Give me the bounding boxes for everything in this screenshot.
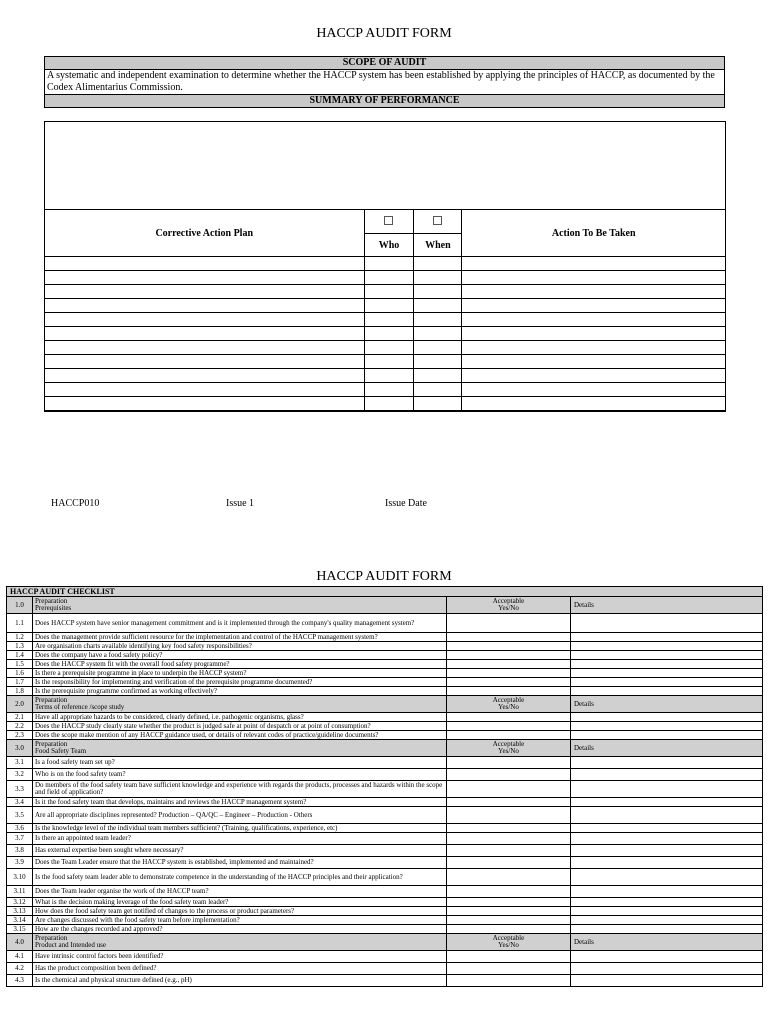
acceptable-cell[interactable] [447, 731, 571, 740]
summary-header: SUMMARY OF PERFORMANCE [45, 95, 725, 108]
details-cell[interactable] [571, 916, 763, 925]
acceptable-header: Acceptable Yes/No [447, 597, 571, 614]
action-plan-cell[interactable] [45, 327, 365, 341]
who-cell[interactable] [364, 383, 414, 397]
acceptable-header: Acceptable Yes/No [447, 740, 571, 757]
acceptable-cell[interactable] [447, 845, 571, 857]
section-number: 3.0 [7, 740, 33, 757]
section-number: 4.0 [7, 934, 33, 951]
question-number: 1.6 [7, 669, 33, 678]
action-row [45, 369, 726, 383]
section-title [33, 597, 447, 614]
question-text: Does the company have a food safety policy? [33, 651, 447, 660]
checklist-question-row [7, 642, 763, 651]
section-line-1: Preparation [35, 696, 68, 704]
question-text: Does HACCP system have senior management commitment and is it implemented through the company's quality management system? [33, 614, 447, 633]
question-number: 3.15 [7, 925, 33, 934]
action-cell[interactable] [462, 327, 726, 341]
acceptable-cell[interactable] [447, 769, 571, 781]
checklist-question-row [7, 769, 763, 781]
issue-number: Issue 1 [226, 498, 255, 509]
details-cell[interactable] [571, 833, 763, 845]
who-cell[interactable] [364, 257, 414, 271]
question-text: How are the changes recorded and approved? [33, 925, 447, 934]
question-text: Is the food safety team leader able to demonstrate competence in the understanding of the HACCP principles and their application? [33, 869, 447, 886]
action-row [45, 285, 726, 299]
details-cell[interactable] [571, 886, 763, 898]
checklist-section-row [7, 934, 763, 951]
details-cell[interactable] [571, 651, 763, 660]
action-row [45, 313, 726, 327]
details-header: Details [571, 740, 763, 757]
who-header: Who [364, 234, 414, 257]
action-plan-cell[interactable] [45, 383, 365, 397]
section-line-2: Terms of reference /scope study [35, 703, 125, 711]
question-number: 3.11 [7, 886, 33, 898]
question-number: 1.3 [7, 642, 33, 651]
action-row [45, 257, 726, 271]
action-cell[interactable] [462, 299, 726, 313]
checklist-question-row [7, 975, 763, 987]
details-cell[interactable] [571, 898, 763, 907]
checklist-question-row [7, 678, 763, 687]
action-row [45, 327, 726, 341]
details-header: Details [571, 696, 763, 713]
question-number: 2.2 [7, 722, 33, 731]
details-cell[interactable] [571, 687, 763, 696]
action-cell[interactable] [462, 397, 726, 411]
checklist-question-row [7, 722, 763, 731]
action-to-be-taken-header: Action To Be Taken [462, 210, 726, 257]
who-cell[interactable] [364, 327, 414, 341]
question-number: 3.12 [7, 898, 33, 907]
checklist-question-row [7, 963, 763, 975]
when-cell[interactable] [414, 397, 462, 411]
checklist-question-row [7, 713, 763, 722]
who-cell[interactable] [364, 285, 414, 299]
who-cell[interactable] [364, 355, 414, 369]
section-number: 1.0 [7, 597, 33, 614]
action-plan-cell[interactable] [45, 369, 365, 383]
details-cell[interactable] [571, 781, 763, 798]
question-text: Is it the food safety team that develops, maintains and reviews the HACCP management system? [33, 798, 447, 807]
when-cell[interactable] [414, 299, 462, 313]
checklist-question-row [7, 687, 763, 696]
when-cell[interactable] [414, 355, 462, 369]
scope-text: A systematic and independent examination to determine whether the HACCP system has been established by applying the principles of HACCP, as documented by the Codex Alimentarius Commission. [45, 70, 725, 95]
question-text: Have intrinsic control factors been identified? [33, 951, 447, 963]
checklist-question-row [7, 824, 763, 833]
details-cell[interactable] [571, 798, 763, 807]
action-row [45, 299, 726, 313]
action-cell[interactable] [462, 285, 726, 299]
checklist-question-row [7, 614, 763, 633]
question-number: 1.8 [7, 687, 33, 696]
page-title: HACCP AUDIT FORM [316, 26, 452, 41]
section-title [33, 740, 447, 757]
question-text: Has the product composition been defined? [33, 963, 447, 975]
question-number: 3.9 [7, 857, 33, 869]
details-cell[interactable] [571, 845, 763, 857]
acceptable-cell[interactable] [447, 678, 571, 687]
question-number: 3.3 [7, 781, 33, 798]
action-cell[interactable] [462, 313, 726, 327]
who-cell[interactable] [364, 271, 414, 285]
checklist-question-row [7, 731, 763, 740]
details-cell[interactable] [571, 907, 763, 916]
section-line-1: Preparation [35, 597, 68, 605]
question-text: Does the scope make mention of any HACCP guidance used, or details of relevant codes of practice/guideline documents? [33, 731, 447, 740]
when-checkbox-cell [414, 210, 462, 234]
checklist-section-row [7, 740, 763, 757]
acceptable-header: Acceptable Yes/No [447, 696, 571, 713]
acceptable-cell[interactable] [447, 757, 571, 769]
acceptable-cell[interactable] [447, 963, 571, 975]
details-header: Details [571, 597, 763, 614]
who-checkbox-icon[interactable] [384, 216, 393, 225]
acceptable-cell[interactable] [447, 869, 571, 886]
acceptable-cell[interactable] [447, 651, 571, 660]
question-number: 4.2 [7, 963, 33, 975]
action-cell[interactable] [462, 383, 726, 397]
details-cell[interactable] [571, 642, 763, 651]
question-number: 4.3 [7, 975, 33, 987]
action-cell[interactable] [462, 355, 726, 369]
action-cell[interactable] [462, 369, 726, 383]
question-number: 4.1 [7, 951, 33, 963]
details-cell[interactable] [571, 713, 763, 722]
who-cell[interactable] [364, 299, 414, 313]
details-cell[interactable] [571, 731, 763, 740]
action-cell[interactable] [462, 341, 726, 355]
details-cell[interactable] [571, 951, 763, 963]
question-text: Who is on the food safety team? [33, 769, 447, 781]
acceptable-cell[interactable] [447, 798, 571, 807]
section-line-2: Prerequisites [35, 604, 72, 612]
when-cell[interactable] [414, 327, 462, 341]
question-text: Is there a prerequisite programme in place to underpin the HACCP system? [33, 669, 447, 678]
checklist-question-row [7, 781, 763, 798]
checklist-question-row [7, 633, 763, 642]
question-text: Are organisation charts available identifying key food safety responsibilities? [33, 642, 447, 651]
question-number: 2.3 [7, 731, 33, 740]
action-row [45, 271, 726, 285]
details-cell[interactable] [571, 857, 763, 869]
question-text: Is the chemical and physical structure defined (e.g., pH) [33, 975, 447, 987]
checklist-question-row [7, 869, 763, 886]
action-plan-cell[interactable] [45, 341, 365, 355]
acceptable-cell[interactable] [447, 633, 571, 642]
action-cell[interactable] [462, 271, 726, 285]
acceptable-cell[interactable] [447, 925, 571, 934]
question-text: Does the HACCP study clearly state whether the product is judged safe at point of despatch or at point of consumption? [33, 722, 447, 731]
question-number: 2.1 [7, 713, 33, 722]
checklist-section-row [7, 696, 763, 713]
corrective-action-table [44, 209, 726, 411]
acceptable-cell[interactable] [447, 916, 571, 925]
checklist-question-row [7, 660, 763, 669]
acceptable-cell[interactable] [447, 722, 571, 731]
section-line-1: Preparation [35, 934, 68, 942]
action-plan-cell[interactable] [45, 285, 365, 299]
acceptable-cell[interactable] [447, 669, 571, 678]
acceptable-cell[interactable] [447, 642, 571, 651]
checklist-question-row [7, 907, 763, 916]
acceptable-cell[interactable] [447, 713, 571, 722]
details-cell[interactable] [571, 769, 763, 781]
action-row [45, 397, 726, 411]
question-text: What is the decision making leverage of the food safety team leader? [33, 898, 447, 907]
checklist-question-row [7, 898, 763, 907]
section-title [33, 934, 447, 951]
question-text: How does the food safety team get notified of changes to the process or product parameters? [33, 907, 447, 916]
scope-table [44, 56, 725, 108]
question-number: 3.13 [7, 907, 33, 916]
details-cell[interactable] [571, 869, 763, 886]
details-cell[interactable] [571, 722, 763, 731]
question-number: 1.4 [7, 651, 33, 660]
details-cell[interactable] [571, 678, 763, 687]
details-cell[interactable] [571, 925, 763, 934]
question-text: Have all appropriate hazards to be considered, clearly defined, i.e. pathogenic organisms, glass? [33, 713, 447, 722]
acceptable-cell[interactable] [447, 907, 571, 916]
section-title [33, 696, 447, 713]
when-header: When [414, 234, 462, 257]
when-cell[interactable] [414, 313, 462, 327]
checklist-question-row [7, 845, 763, 857]
details-cell[interactable] [571, 757, 763, 769]
question-text: Do members of the food safety team have sufficient knowledge and experience with regards the products, processes and hazards within the scope and field of application? [33, 781, 447, 798]
question-number: 1.1 [7, 614, 33, 633]
details-cell[interactable] [571, 660, 763, 669]
acceptable-cell[interactable] [447, 687, 571, 696]
who-cell[interactable] [364, 313, 414, 327]
acceptable-cell[interactable] [447, 824, 571, 833]
details-cell[interactable] [571, 633, 763, 642]
when-checkbox-icon[interactable] [433, 216, 442, 225]
checklist-question-row [7, 857, 763, 869]
details-cell[interactable] [571, 824, 763, 833]
acceptable-cell[interactable] [447, 898, 571, 907]
checklist-page-title: HACCP AUDIT FORM [316, 569, 452, 584]
question-number: 1.2 [7, 633, 33, 642]
details-cell[interactable] [571, 669, 763, 678]
question-text: Is the responsibility for implementing and verification of the prerequisite programme documented? [33, 678, 447, 687]
question-text: Does the management provide sufficient resource for the implementation and control of the HACCP management system? [33, 633, 447, 642]
section-number: 2.0 [7, 696, 33, 713]
details-cell[interactable] [571, 807, 763, 824]
action-plan-cell[interactable] [45, 271, 365, 285]
checklist-question-row [7, 807, 763, 824]
question-number: 3.14 [7, 916, 33, 925]
question-number: 3.6 [7, 824, 33, 833]
when-cell[interactable] [414, 341, 462, 355]
checklist-question-row [7, 916, 763, 925]
when-cell[interactable] [414, 285, 462, 299]
question-number: 3.7 [7, 833, 33, 845]
acceptable-cell[interactable] [447, 833, 571, 845]
question-number: 1.7 [7, 678, 33, 687]
acceptable-cell[interactable] [447, 951, 571, 963]
who-cell[interactable] [364, 369, 414, 383]
checklist-section-row [7, 597, 763, 614]
checklist-question-row [7, 798, 763, 807]
when-cell[interactable] [414, 271, 462, 285]
action-plan-cell[interactable] [45, 257, 365, 271]
section-line-2: Product and Intended use [35, 941, 106, 949]
who-cell[interactable] [364, 397, 414, 411]
issue-date-label: Issue Date [385, 498, 427, 509]
acceptable-cell[interactable] [447, 614, 571, 633]
question-number: 3.4 [7, 798, 33, 807]
question-text: Is there an appointed team leader? [33, 833, 447, 845]
section-line-2: Food Safety Team [35, 747, 87, 755]
when-cell[interactable] [414, 257, 462, 271]
question-text: Are all appropriate disciplines represented? Production – QA/QC – Engineer – Production - Others [33, 807, 447, 824]
acceptable-cell[interactable] [447, 807, 571, 824]
question-number: 1.5 [7, 660, 33, 669]
question-text: Is the knowledge level of the individual team members sufficient? (Training, qualifications, experience, etc) [33, 824, 447, 833]
action-row [45, 383, 726, 397]
checklist-question-row [7, 925, 763, 934]
question-number: 3.2 [7, 769, 33, 781]
details-cell[interactable] [571, 975, 763, 987]
details-header: Details [571, 934, 763, 951]
action-plan-cell[interactable] [45, 313, 365, 327]
when-cell[interactable] [414, 383, 462, 397]
doc-code: HACCP010 [51, 498, 100, 509]
action-row [45, 341, 726, 355]
question-number: 3.1 [7, 757, 33, 769]
details-cell[interactable] [571, 963, 763, 975]
acceptable-cell[interactable] [447, 857, 571, 869]
checklist-question-row [7, 757, 763, 769]
details-cell[interactable] [571, 614, 763, 633]
checklist-question-row [7, 833, 763, 845]
action-plan-cell[interactable] [45, 299, 365, 313]
action-plan-cell[interactable] [45, 397, 365, 411]
question-text: Is the prerequisite programme confirmed as working effectively? [33, 687, 447, 696]
question-text: Does the Team Leader ensure that the HACCP system is established, implemented and maintained? [33, 857, 447, 869]
when-cell[interactable] [414, 369, 462, 383]
who-cell[interactable] [364, 341, 414, 355]
checklist-question-row [7, 669, 763, 678]
acceptable-cell[interactable] [447, 975, 571, 987]
question-text: Is a food safety team set up? [33, 757, 447, 769]
acceptable-cell[interactable] [447, 886, 571, 898]
question-number: 3.8 [7, 845, 33, 857]
acceptable-cell[interactable] [447, 781, 571, 798]
question-text: Are changes discussed with the food safety team before implementation? [33, 916, 447, 925]
checklist-question-row [7, 951, 763, 963]
question-text: Does the Team leader organise the work of the HACCP team? [33, 886, 447, 898]
corrective-action-plan-header: Corrective Action Plan [45, 210, 365, 257]
acceptable-cell[interactable] [447, 660, 571, 669]
checklist-header: HACCP AUDIT CHECKLIST [7, 587, 763, 597]
question-number: 3.10 [7, 869, 33, 886]
action-row [45, 355, 726, 369]
checklist-question-row [7, 886, 763, 898]
audit-checklist-table [6, 586, 763, 987]
who-checkbox-cell [364, 210, 414, 234]
section-line-1: Preparation [35, 740, 68, 748]
checklist-question-row [7, 651, 763, 660]
action-plan-cell[interactable] [45, 355, 365, 369]
question-text: Does the HACCP system fit with the overall food safety programme? [33, 660, 447, 669]
acceptable-header: Acceptable Yes/No [447, 934, 571, 951]
question-text: Has external expertise been sought where necessary? [33, 845, 447, 857]
action-cell[interactable] [462, 257, 726, 271]
question-number: 3.5 [7, 807, 33, 824]
scope-header: SCOPE OF AUDIT [45, 57, 725, 70]
